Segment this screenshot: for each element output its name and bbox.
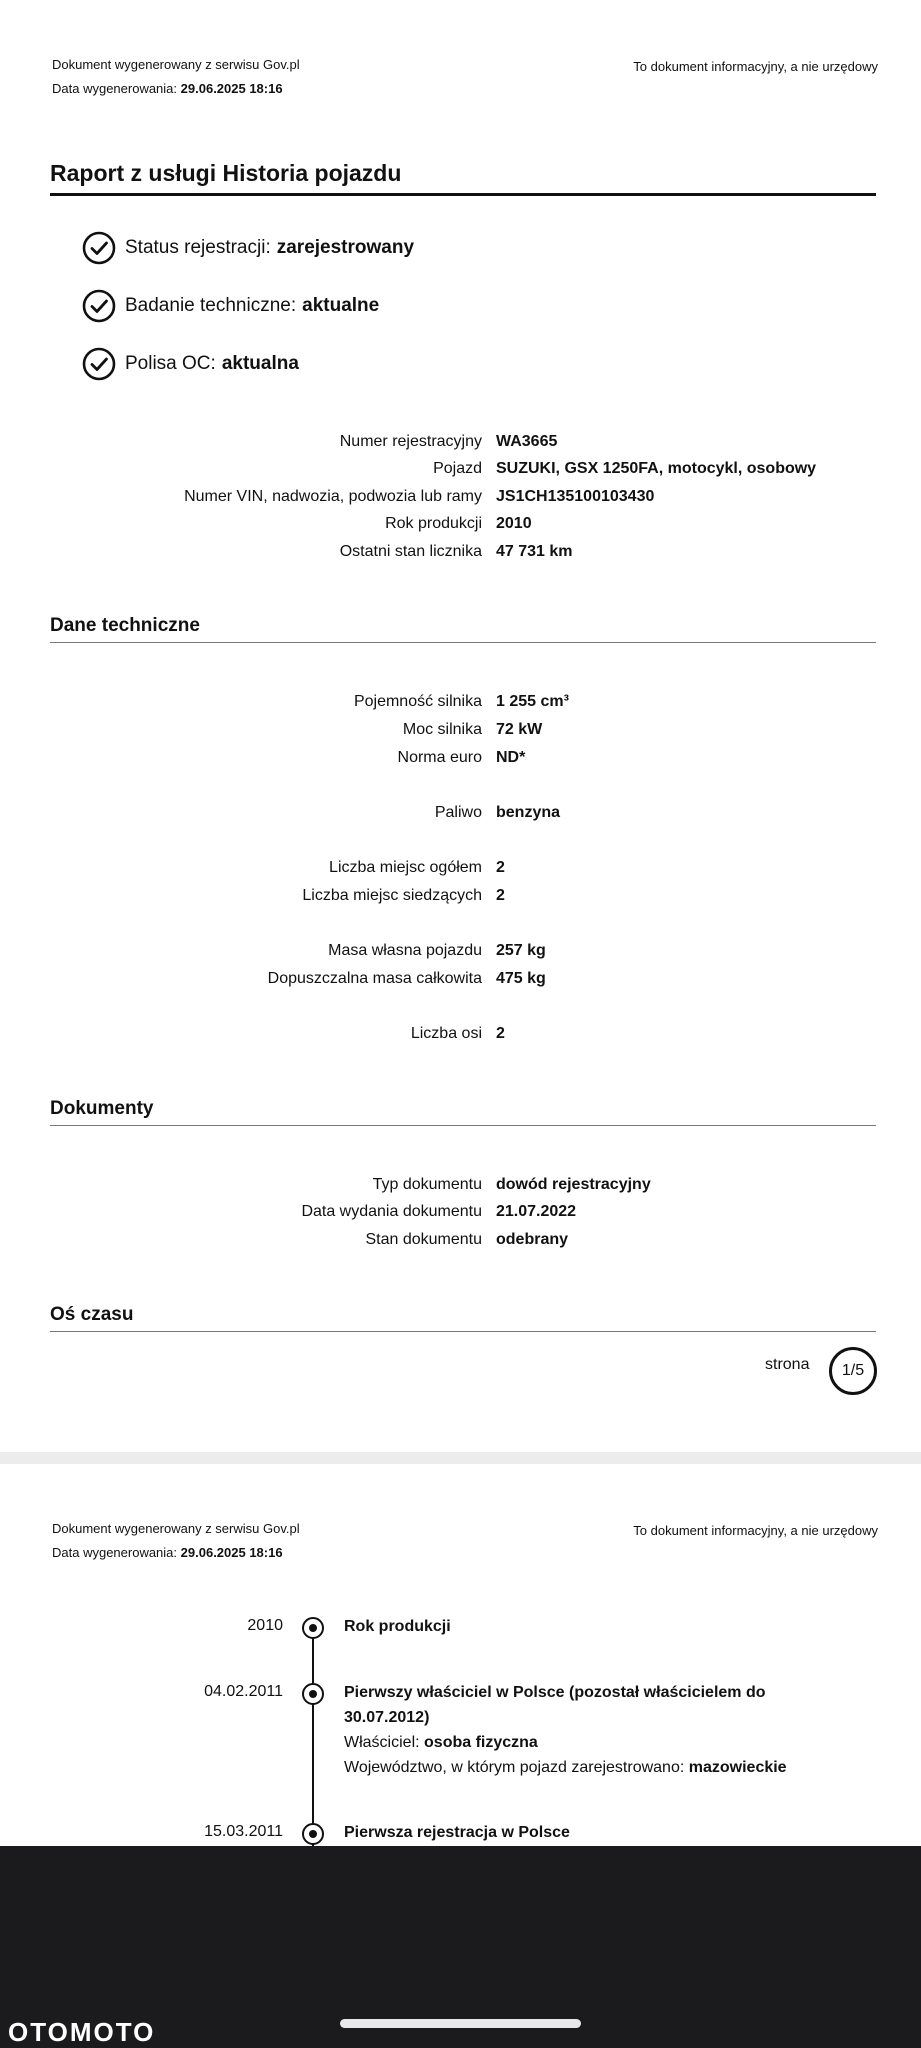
generated-date-label: Data wygenerowania: (52, 81, 178, 96)
row-value: odebrany (496, 1231, 569, 1248)
row-value: JS1CH135100103430 (496, 488, 655, 505)
row-value: 2 (496, 1025, 505, 1042)
timeline-entry-title-cont: 30.07.2012) (344, 1709, 430, 1726)
generated-from-text: Dokument wygenerowany z serwisu Gov.pl (52, 57, 300, 72)
technical-row (0, 799, 921, 827)
check-circle-icon (82, 347, 116, 381)
row-key: Masa własna pojazdu (328, 942, 482, 959)
owner-value: osoba fizyczna (424, 1734, 538, 1751)
technical-row (0, 744, 921, 772)
row-key: Paliwo (434, 804, 482, 821)
status-label: Polisa OC: (125, 353, 216, 374)
owner-label: Właściciel: (344, 1734, 420, 1751)
status-value: aktualne (302, 295, 380, 316)
row-value: 2 (496, 859, 505, 876)
row-key: Liczba miejsc ogółem (329, 859, 482, 876)
status-label: Badanie techniczne: (125, 295, 297, 316)
section-title-technical: Dane techniczne (50, 615, 200, 636)
technical-row (0, 854, 921, 882)
status-label: Status rejestracji: (125, 237, 271, 258)
document-row (0, 1226, 921, 1254)
generated-date-label: Data wygenerowania: (52, 1545, 178, 1560)
row-value: 2010 (496, 515, 532, 532)
timeline-date: 15.03.2011 (204, 1823, 283, 1840)
page-label: strona (765, 1356, 810, 1373)
row-key: Liczba osi (410, 1025, 482, 1042)
generated-date-line (52, 77, 300, 101)
row-value: ND* (496, 749, 526, 766)
technical-row (0, 882, 921, 910)
timeline-entry-title: Pierwszy właściciel w Polsce (pozostał właścicielem do (344, 1684, 766, 1701)
document-row (0, 1171, 921, 1199)
generated-date-line (52, 1541, 300, 1565)
row-value: 21.07.2022 (496, 1203, 577, 1220)
timeline-entry (344, 1680, 844, 1780)
timeline-dot-icon (302, 1823, 324, 1845)
brand-logo: OTOMOTO (8, 2017, 156, 2047)
page-header-info (52, 53, 300, 101)
timeline-dot-icon (302, 1617, 324, 1639)
region-label: Województwo, w którym pojazd zarejestrowano: (344, 1759, 685, 1776)
disclaimer-text: To dokument informacyjny, a nie urzędowy (633, 59, 878, 74)
row-key: Numer rejestracyjny (339, 433, 482, 450)
report-page-2 (0, 1464, 921, 1846)
generated-date-value: 29.06.2025 18:16 (180, 81, 283, 96)
status-technical-inspection (82, 288, 379, 324)
row-key: Pojazd (433, 460, 482, 477)
timeline-date: 04.02.2011 (204, 1683, 283, 1700)
timeline-entry (344, 1614, 844, 1639)
row-value: 475 kg (496, 970, 546, 987)
row-value: 257 kg (496, 942, 546, 959)
timeline-entry-title: Rok produkcji (344, 1618, 451, 1635)
disclaimer-text: To dokument informacyjny, a nie urzędowy (633, 1523, 878, 1538)
status-registration (82, 230, 414, 266)
row-key: Pojemność silnika (353, 693, 482, 710)
status-value: zarejestrowany (276, 237, 415, 258)
summary-row (0, 483, 921, 511)
row-value: 1 255 cm³ (496, 693, 569, 710)
row-key: Moc silnika (402, 721, 482, 738)
row-key: Dopuszczalna masa całkowita (267, 970, 482, 987)
technical-row (0, 1020, 921, 1048)
row-key: Numer VIN, nadwozia, podwozia lub ramy (184, 488, 482, 505)
row-value: WA3665 (496, 433, 558, 450)
row-key: Ostatni stan licznika (339, 543, 482, 560)
summary-row (0, 455, 921, 483)
summary-row (0, 428, 921, 456)
timeline-entry-title: Pierwsza rejestracja w Polsce (344, 1824, 570, 1841)
title-divider (50, 193, 876, 196)
section-divider (50, 1331, 876, 1332)
page-number-badge: 1/5 (829, 1347, 877, 1395)
report-title: Raport z usługi Historia pojazdu (50, 160, 402, 186)
row-value: benzyna (496, 804, 561, 821)
generated-from-text: Dokument wygenerowany z serwisu Gov.pl (52, 1521, 300, 1536)
technical-row (0, 716, 921, 744)
row-value: SUZUKI, GSX 1250FA, motocykl, osobowy (496, 460, 817, 477)
check-circle-icon (82, 289, 116, 323)
section-title-timeline: Oś czasu (50, 1304, 134, 1325)
check-circle-icon (82, 231, 116, 265)
generated-date-value: 29.06.2025 18:16 (180, 1545, 283, 1560)
row-key: Rok produkcji (385, 515, 482, 532)
row-value: 72 kW (496, 721, 543, 738)
section-divider (50, 642, 876, 643)
page-header-info (52, 1517, 300, 1565)
summary-row (0, 510, 921, 538)
summary-row (0, 538, 921, 566)
row-key: Stan dokumentu (365, 1231, 482, 1248)
row-key: Liczba miejsc siedzących (302, 887, 482, 904)
technical-row (0, 688, 921, 716)
row-value: dowód rejestracyjny (496, 1176, 651, 1193)
timeline-date: 2010 (247, 1617, 283, 1634)
status-value: aktualna (221, 353, 299, 374)
section-title-documents: Dokumenty (50, 1098, 154, 1119)
section-divider (50, 1125, 876, 1126)
row-key: Data wydania dokumentu (301, 1203, 482, 1220)
technical-row (0, 965, 921, 993)
timeline-entry (344, 1820, 844, 1845)
row-key: Typ dokumentu (372, 1176, 482, 1193)
row-key: Norma euro (397, 749, 482, 766)
timeline-dot-icon (302, 1683, 324, 1705)
home-indicator[interactable] (340, 2019, 581, 2028)
row-value: 47 731 km (496, 543, 573, 560)
status-insurance (82, 346, 299, 382)
technical-row (0, 937, 921, 965)
timeline-line (312, 1630, 314, 1846)
row-value: 2 (496, 887, 505, 904)
page-separator (0, 1452, 921, 1464)
region-value: mazowieckie (688, 1759, 787, 1776)
document-row (0, 1198, 921, 1226)
